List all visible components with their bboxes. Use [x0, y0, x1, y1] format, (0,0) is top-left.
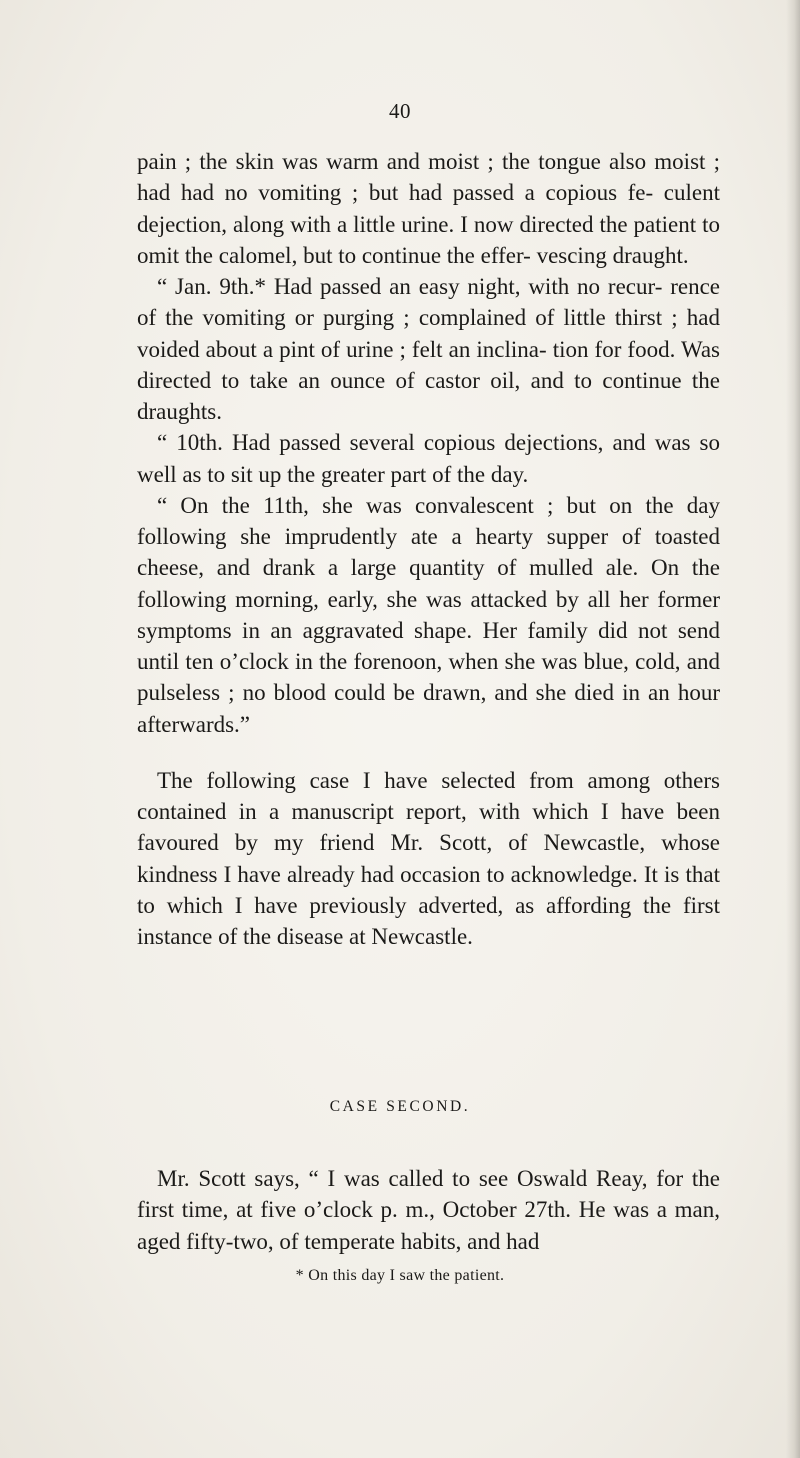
main-text-block — [137, 146, 720, 952]
paragraph-11th: “ On the 11th, she was convalescent ; but on the day following she imprudently ate a hearty supper of toasted cheese, and drank a large quantity of mulled ale. On the following morning, early, she was attacked by all her former symptoms in an aggravated shape. Her family did not send until ten o’clock in the forenoon, when she was blue, cold, and pulseless ; no blood could be drawn, and she died in an hour afterwards.” — [137, 492, 720, 737]
section-heading: CASE SECOND. — [329, 1098, 471, 1115]
paragraph-continuation: pain ; the skin was warm and moist ; the tongue also moist ; had had no vomiting ; but had passed a copious fe- culent dejection, along with a little urine. I now directed the patient to omit the calomel, but to continue the effer- vescing draught. — [137, 149, 720, 268]
paragraph-following-case: The following case I have selected from among others contained in a manuscript report, with which I have been favoured by my friend Mr. Scott, of Newcastle, whose kindness I have already had occasion to acknowledge. It is that to which I have previously adverted, as affording the first instance of the disease at Newcastle. — [137, 767, 720, 949]
case-text-block — [137, 1163, 720, 1257]
paragraph-jan-9th: “ Jan. 9th.* Had passed an easy night, with no recur- rence of the vomiting or purging ; complained of little thirst ; had voided about a pint of urine ; felt an inclina- tion for food. Was directed to take an ounce of castor oil, and to continue the draughts. — [137, 274, 720, 424]
paragraph-10th: “ 10th. Had passed several copious dejections, and was so well as to sit up the greater part of the day. — [137, 430, 720, 487]
paragraph-case-second: Mr. Scott says, “ I was called to see Oswald Reay, for the first time, at five o’clock p. m., October 27th. He was a man, aged fifty-two, of temperate habits, and had — [137, 1166, 720, 1254]
page-edge-shadow — [786, 0, 800, 1458]
page-number: 40 — [389, 99, 411, 123]
footnote: * On this day I saw the patient. — [295, 1267, 505, 1284]
